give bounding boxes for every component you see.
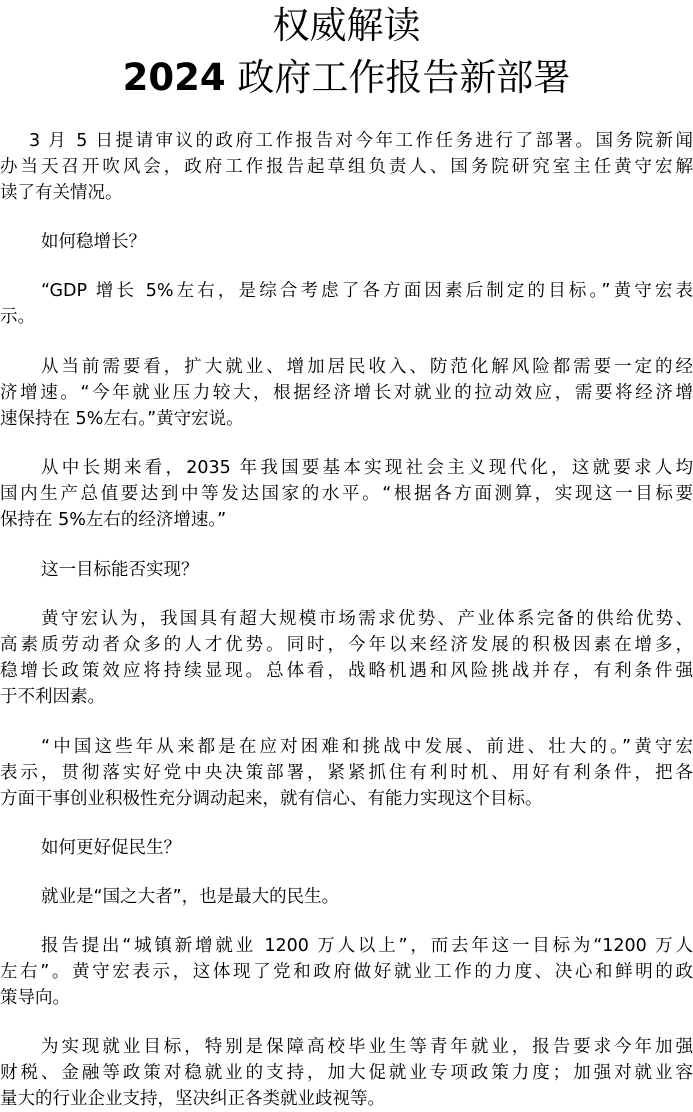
article-title-line-1: 权威解读 bbox=[272, 4, 421, 47]
paragraph-line: 方面干事创业积极性充分调动起来，就有信心、有能力实现这个目标。 bbox=[0, 789, 543, 809]
paragraph-line: 读了有关情况。 bbox=[0, 183, 123, 203]
article-paragraph bbox=[0, 354, 693, 432]
paragraph-line: 速保持在 5%左右。”黄守宏说。 bbox=[0, 409, 244, 429]
article-paragraph bbox=[0, 734, 693, 812]
section-question bbox=[0, 557, 693, 583]
paragraph-line: 财税、金融等政策对稳就业的支持，加大促就业专项政策力度；加强对就业容 bbox=[0, 1063, 693, 1083]
paragraph-line: 策导向。 bbox=[0, 988, 70, 1008]
paragraph-line: 办当天召开吹风会，政府工作报告起草组负责人、国务院研究室主任黄守宏解 bbox=[0, 157, 693, 177]
paragraph-line: 量大的行业企业支持，坚决纠正各类就业歧视等。 bbox=[0, 1089, 385, 1109]
paragraph-line: 从当前需要看，扩大就业、增加居民收入、防范化解风险都需要一定的经 bbox=[41, 357, 693, 377]
article-title-line-2 bbox=[0, 56, 693, 99]
section-question bbox=[0, 835, 693, 861]
paragraph-line: 如何稳增长？ bbox=[41, 232, 146, 252]
article-paragraph bbox=[0, 128, 693, 206]
paragraph-line: 左右”。黄守宏表示，这体现了党和政府做好就业工作的力度、决心和鲜明的政 bbox=[0, 962, 693, 982]
paragraph-line: 为实现就业目标，特别是保障高校毕业生等青年就业，报告要求今年加强 bbox=[41, 1037, 693, 1057]
paragraph-line: 示。 bbox=[0, 307, 35, 327]
paragraph-line: 就业是“国之大者”，也是最大的民生。 bbox=[41, 887, 340, 907]
paragraph-line: 从中长期来看，2035 年我国要基本实现社会主义现代化，这就要求人均 bbox=[41, 458, 693, 478]
paragraph-line: 表示，贯彻落实好党中央决策部署，紧紧抓住有利时机、用好有利条件，把各 bbox=[0, 763, 693, 783]
paragraph-line: “GDP 增长 5%左右，是综合考虑了各方面因素后制定的目标。”黄守宏表 bbox=[41, 281, 693, 301]
section-question bbox=[0, 229, 693, 255]
article-paragraph bbox=[0, 606, 693, 710]
article-paragraph bbox=[0, 455, 693, 533]
paragraph-line: “中国这些年从来都是在应对困难和挑战中发展、前进、壮大的。”黄守宏 bbox=[41, 737, 693, 757]
paragraph-line: 黄守宏认为，我国具有超大规模市场需求优势、产业体系完备的供给优势、 bbox=[41, 609, 693, 629]
article-paragraph bbox=[0, 278, 693, 330]
paragraph-line: 保持在 5%左右的经济增速。” bbox=[0, 510, 227, 530]
paragraph-line: 济增速。“今年就业压力较大，根据经济增长对就业的拉动效应，需要将经济增 bbox=[0, 383, 693, 403]
title-rest: 政府工作报告新部署 bbox=[225, 56, 571, 99]
paragraph-line: 如何更好促民生？ bbox=[41, 838, 181, 858]
article-paragraph bbox=[0, 884, 693, 910]
paragraph-line: 国内生产总值要达到中等发达国家的水平。“根据各方面测算，实现这一目标要 bbox=[0, 484, 693, 504]
paragraph-line: 高素质劳动者众多的人才优势。同时，今年以来经济发展的积极因素在增多， bbox=[0, 635, 693, 655]
article-paragraph bbox=[0, 933, 693, 1011]
title-year: 2024 bbox=[122, 56, 226, 99]
paragraph-line: 报告提出“城镇新增就业 1200 万人以上”，而去年这一目标为“1200 万人 bbox=[41, 936, 693, 956]
article-paragraph bbox=[0, 1034, 693, 1112]
paragraph-line: 3 月 5 日提请审议的政府工作报告对今年工作任务进行了部署。国务院新闻 bbox=[29, 131, 693, 151]
paragraph-line: 稳增长政策效应将持续显现。总体看，战略机遇和风险挑战并存，有利条件强 bbox=[0, 661, 693, 681]
paragraph-line: 于不利因素。 bbox=[0, 687, 105, 707]
paragraph-line: 这一目标能否实现？ bbox=[41, 560, 199, 580]
